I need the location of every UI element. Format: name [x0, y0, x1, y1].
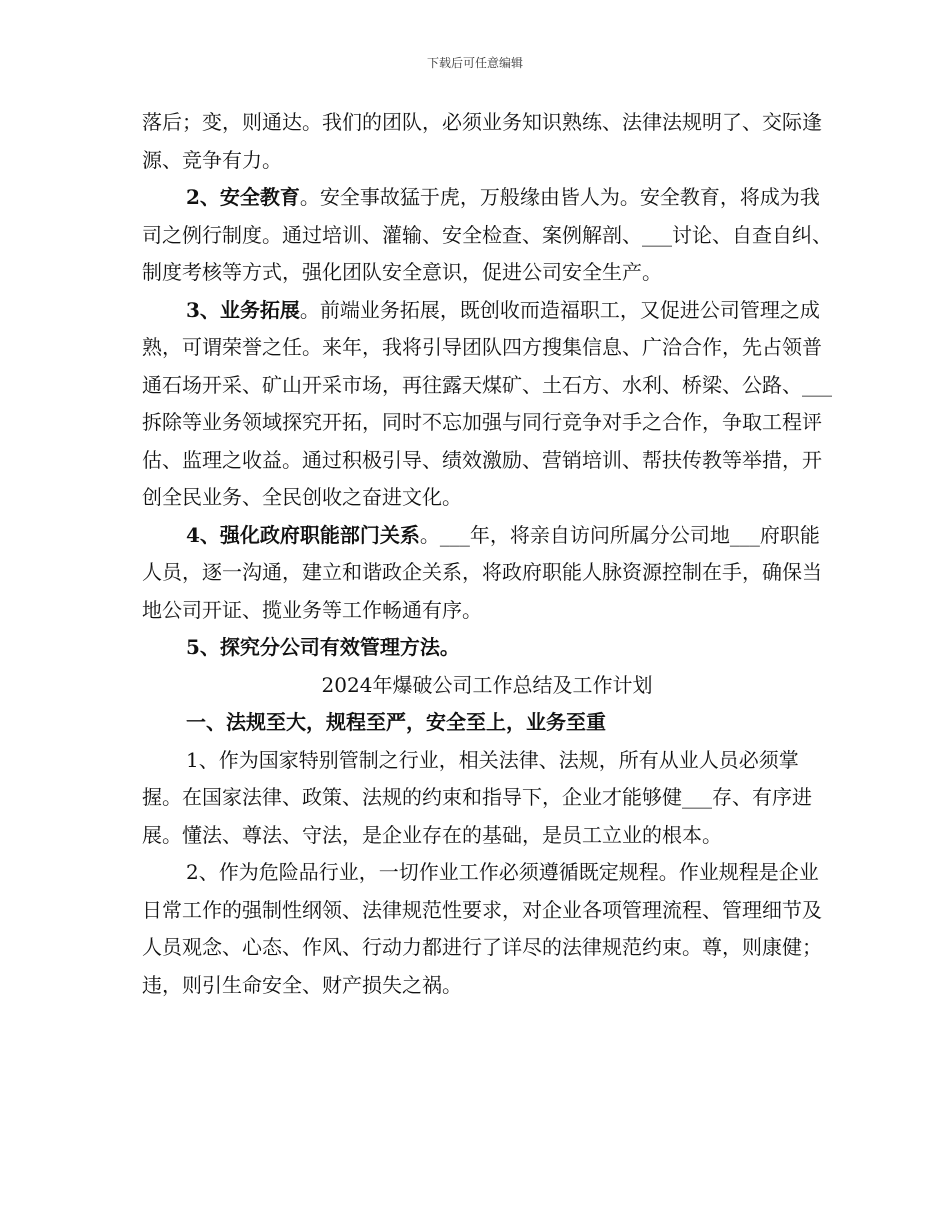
paragraph-heading: 3、业务拓展 [186, 297, 300, 322]
paragraph-heading: 2、安全教育 [186, 185, 300, 209]
paragraph-text: 。安全事故猛于虎，万般缘由皆人为。安全教育，将成为我司之例行制度。通过培训、灌输、安全检查、案例解剖、___讨论、自查自纠、制度考核等方式，强化团队安全意识，促进公司安全生产。 [142, 185, 832, 284]
paragraph-procedures: 2、作为危险品行业，一切作业工作必须遵循既定规程。作业规程是企业日常工作的强制性纲领、法律规范性要求，对企业各项管理流程、管理细节及人员观念、心态、作风、行动力都进行了详尽的法律规范约束。尊，则康健；违，则引生命安全、财产损失之祸。 [142, 860, 822, 997]
paragraph-regulations: 1、作为国家特别管制之行业，相关法律、法规，所有从业人员必须掌握。在国家法律、政策、法规的约束和指导下，企业才能够健___存、有序进展。懂法、尊法、守法，是企业存在的基础，是员工立业的根本。 [142, 747, 812, 847]
section-heading: 一、法规至大，规程至严，安全至上，业务至重 [186, 710, 606, 734]
document-title: 2024年爆破公司工作总结及工作计划 [321, 672, 653, 697]
paragraph-continuation: 落后；变，则通达。我们的团队，必须业务知识熟练、法律法规明了、交际逢源、竞争有力。 [142, 110, 822, 172]
paragraph-government-relations [142, 517, 832, 630]
page-header: 下载后可任意编辑 [426, 56, 523, 70]
paragraph-text: 。___年，将亲自访问所属分公司地___府职能人员，逐一沟通，建立和谐政企关系，将政府职能人脉资源控制在手，确保当地公司开证、揽业务等工作畅通有序。 [142, 522, 822, 622]
paragraph-text: 。前端业务拓展，既创收而造福职工，又促进公司管理之成熟，可谓荣誉之任。来年，我将引导团队四方搜集信息、广洽合作，先占领普通石场开采、矿山开采市场，再往露天煤矿、土石方、水利、桥梁、公路、___拆除等业务领域探究开拓，同时不忘加强与同行竞争对手之合作，争取工程评估、监理之收益。通过积极引导、绩效激励、营销培训、帮扶传教等举措，开创全民业务、全民创收之奋进文化。 [142, 297, 832, 509]
paragraph-safety-education [142, 179, 832, 292]
paragraph-management-method: 5、探究分公司有效管理方法。 [186, 635, 460, 659]
paragraph-business-expansion [142, 292, 832, 517]
document-body [142, 104, 832, 1004]
paragraph-heading: 4、强化政府职能部门关系 [186, 522, 420, 547]
